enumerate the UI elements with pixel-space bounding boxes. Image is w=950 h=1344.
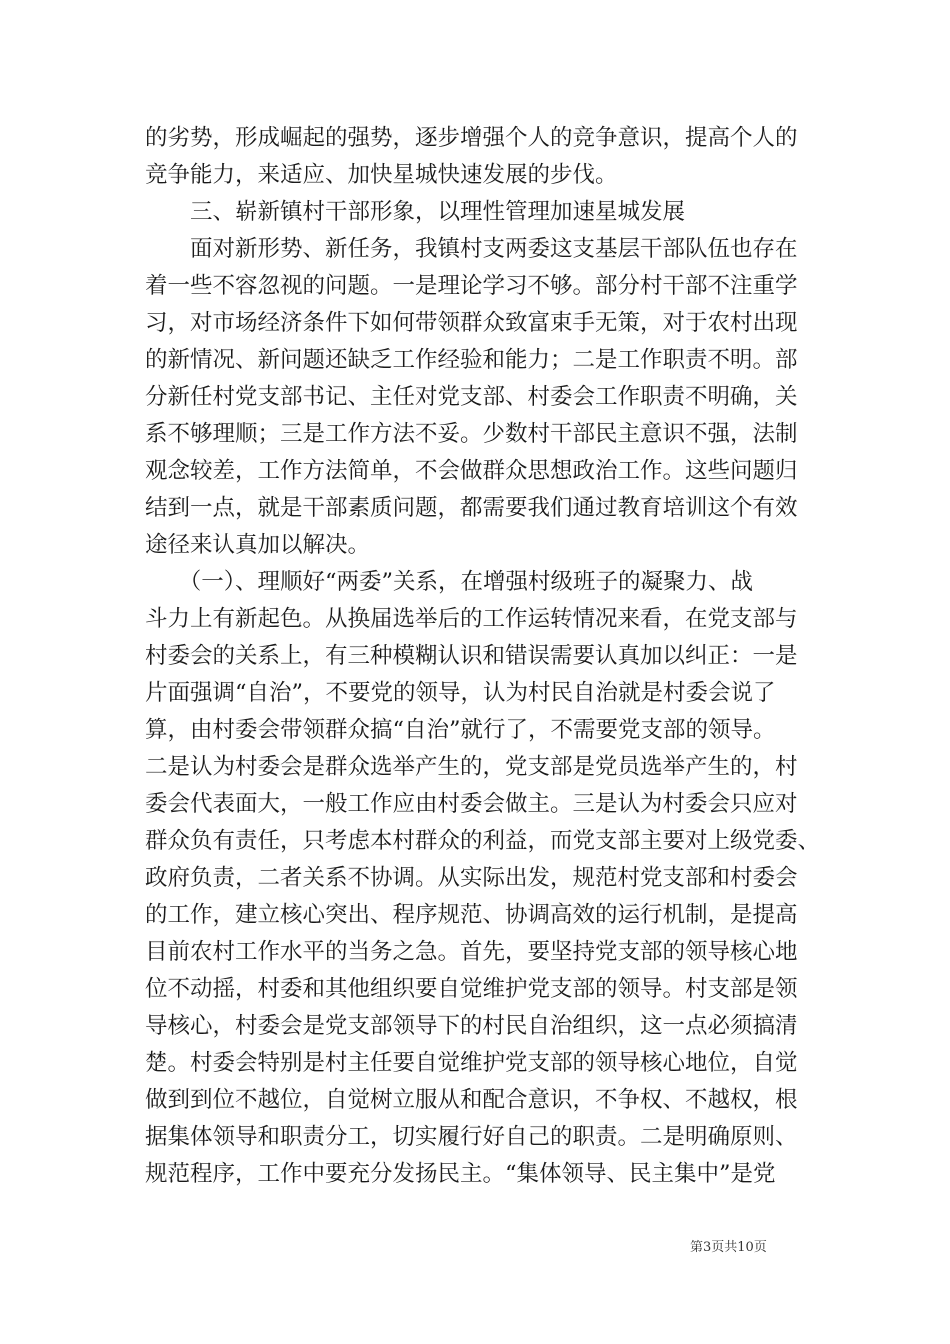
text-line: 竞争能力，来适应、加快星城快速发展的步伐。 <box>145 162 618 188</box>
text-line: 导核心，村委会是党支部领导下的村民自治组织，这一点必须搞清 <box>145 1013 798 1039</box>
text-line: 规范程序，工作中要充分发扬民主。“集体领导、民主集中”是党 <box>145 1161 776 1187</box>
text-line: 位不动摇，村委和其他组织要自觉维护党支部的领导。村支部是领 <box>145 976 798 1002</box>
text-line: 结到一点，就是干部素质问题，都需要我们通过教育培训这个有效 <box>145 495 798 521</box>
text-line: 楚。村委会特别是村主任要自觉维护党支部的领导核心地位，自觉 <box>145 1050 798 1076</box>
text-line: 片面强调“自治”，不要党的领导，认为村民自治就是村委会说了 <box>145 680 776 706</box>
text-line: 委会代表面大，一般工作应由村委会做主。三是认为村委会只应对 <box>145 791 798 817</box>
text-line: 算，由村委会带领群众搞“自治”就行了，不需要党支部的领导。 <box>145 717 776 743</box>
text-line: 的工作，建立核心突出、程序规范、协调高效的运行机制，是提高 <box>145 902 798 928</box>
text-line: 二是认为村委会是群众选举产生的，党支部是党员选举产生的，村 <box>145 754 798 780</box>
text-line: 途径来认真加以解决。 <box>145 532 371 558</box>
text-line: 的劣势，形成崛起的强势，逐步增强个人的竞争意识，提高个人的 <box>145 125 798 151</box>
text-line: 做到到位不越位，自觉树立服从和配合意识，不争权、不越权，根 <box>145 1087 798 1113</box>
text-line: 据集体领导和职责分工，切实履行好自己的职责。二是明确原则、 <box>145 1124 798 1150</box>
text-line: 分新任村党支部书记、主任对党支部、村委会工作职责不明确，关 <box>145 384 798 410</box>
text-line: 目前农村工作水平的当务之急。首先，要坚持党支部的领导核心地 <box>145 939 798 965</box>
page-number: 第3页共10页 <box>690 1240 767 1255</box>
text-line: 群众负有责任，只考虑本村群众的利益，而党支部主要对上级党委、 <box>145 828 821 854</box>
text-line: 政府负责，二者关系不协调。从实际出发，规范村党支部和村委会 <box>145 865 798 891</box>
subsection-heading: （一）、理顺好“两委”关系，在增强村级班子的凝聚力、战 <box>145 569 754 595</box>
text-line: 着一些不容忽视的问题。一是理论学习不够。部分村干部不注重学 <box>145 273 798 299</box>
text-line: 斗力上有新起色。从换届选举后的工作运转情况来看，在党支部与 <box>145 606 798 632</box>
text-line: 村委会的关系上，有三种模糊认识和错误需要认真加以纠正：一是 <box>145 643 798 669</box>
text-line: 习，对市场经济条件下如何带领群众致富束手无策，对于农村出现 <box>145 310 798 336</box>
text-line: 系不够理顺；三是工作方法不妥。少数村干部民主意识不强，法制 <box>145 421 798 447</box>
text-line: 的新情况、新问题还缺乏工作经验和能力；二是工作职责不明。部 <box>145 347 798 373</box>
section-heading: 三、崭新镇村干部形象，以理性管理加速星城发展 <box>145 199 686 225</box>
text-line: 面对新形势、新任务，我镇村支两委这支基层干部队伍也存在 <box>145 236 798 262</box>
text-line: 观念较差，工作方法简单，不会做群众思想政治工作。这些问题归 <box>145 458 798 484</box>
